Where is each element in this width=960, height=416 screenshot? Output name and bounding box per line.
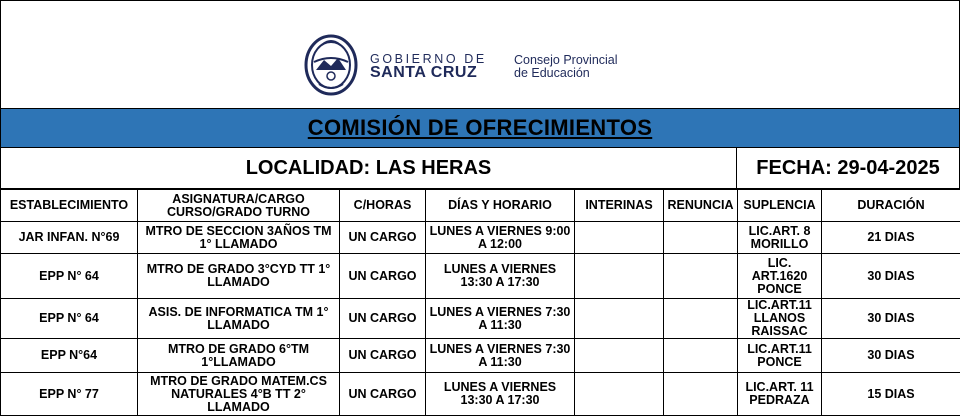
cell-horas: UN CARGO [340,299,426,339]
cell-horas: UN CARGO [340,339,426,373]
locality-label: LOCALIDAD: LAS HERAS [1,148,737,188]
cell-interinas [575,299,664,339]
header-horas: C/HORAS [340,190,426,222]
cell-duracion: 30 DIAS [822,339,960,373]
santa-cruz-coat-of-arms-icon [304,34,358,96]
cell-duracion: 15 DIAS [822,373,960,416]
header-duracion: DURACIÓN [822,190,960,222]
cell-renuncia [664,373,738,416]
cell-interinas [575,254,664,299]
cell-asignatura: MTRO DE GRADO 6°TM 1°LLAMADO [138,339,340,373]
cell-establecimiento: EPP N° 64 [1,299,138,339]
cell-asignatura: MTRO DE GRADO 3°CYD TT 1° LLAMADO [138,254,340,299]
header-asignatura: ASIGNATURA/CARGO CURSO/GRADO TURNO [138,190,340,222]
government-logo [304,34,634,96]
cell-horas: UN CARGO [340,373,426,416]
cell-duracion: 30 DIAS [822,299,960,339]
cell-duracion: 30 DIAS [822,254,960,299]
cell-asignatura: ASIS. DE INFORMATICA TM 1° LLAMADO [138,299,340,339]
table-header-row [1,190,960,222]
cell-duracion: 21 DIAS [822,222,960,254]
cell-suplencia: LIC.ART. 8 MORILLO [738,222,822,254]
cell-renuncia [664,254,738,299]
header-suplencia: SUPLENCIA [738,190,822,222]
locality-row [0,148,960,189]
cell-interinas [575,339,664,373]
cell-establecimiento: EPP N° 77 [1,373,138,416]
cell-interinas [575,222,664,254]
cell-renuncia [664,222,738,254]
cell-dias-horario: LUNES A VIERNES 13:30 A 17:30 [426,254,575,299]
header-interinas: INTERINAS [575,190,664,222]
cell-horas: UN CARGO [340,222,426,254]
cell-suplencia: LIC.ART.11 LLANOS RAISSAC [738,299,822,339]
offers-table [0,189,960,416]
document-title: COMISIÓN DE OFRECIMIENTOS [308,115,652,141]
cell-dias-horario: LUNES A VIERNES 13:30 A 17:30 [426,373,575,416]
consejo-line-1: Consejo Provincial [514,53,618,67]
table-row [1,254,960,299]
document-header [0,0,960,109]
table-row [1,339,960,373]
table-row [1,373,960,416]
cell-establecimiento: EPP N° 64 [1,254,138,299]
logo-line-gobierno: GOBIERNO DE [370,52,487,66]
cell-dias-horario: LUNES A VIERNES 9:00 A 12:00 [426,222,575,254]
table-row [1,222,960,254]
table-row [1,299,960,339]
cell-suplencia: LIC.ART.11 PONCE [738,339,822,373]
logo-line-santa-cruz: SANTA CRUZ [370,64,477,82]
header-renuncia: RENUNCIA [664,190,738,222]
cell-interinas [575,373,664,416]
title-banner [0,108,960,148]
cell-renuncia [664,339,738,373]
cell-suplencia: LIC. ART.1620 PONCE [738,254,822,299]
cell-dias-horario: LUNES A VIERNES 7:30 A 11:30 [426,339,575,373]
cell-establecimiento: JAR INFAN. N°69 [1,222,138,254]
cell-suplencia: LIC.ART. 11 PEDRAZA [738,373,822,416]
header-establecimiento: ESTABLECIMIENTO [1,190,138,222]
cell-establecimiento: EPP N°64 [1,339,138,373]
cell-asignatura: MTRO DE SECCION 3AÑOS TM 1° LLAMADO [138,222,340,254]
date-label: FECHA: 29-04-2025 [737,148,959,188]
consejo-line-2: de Educación [514,66,590,80]
cell-renuncia [664,299,738,339]
cell-dias-horario: LUNES A VIERNES 7:30 A 11:30 [426,299,575,339]
header-dias-horario: DÍAS Y HORARIO [426,190,575,222]
cell-horas: UN CARGO [340,254,426,299]
cell-asignatura: MTRO DE GRADO MATEM.CS NATURALES 4°B TT 2° LLAMADO [138,373,340,416]
